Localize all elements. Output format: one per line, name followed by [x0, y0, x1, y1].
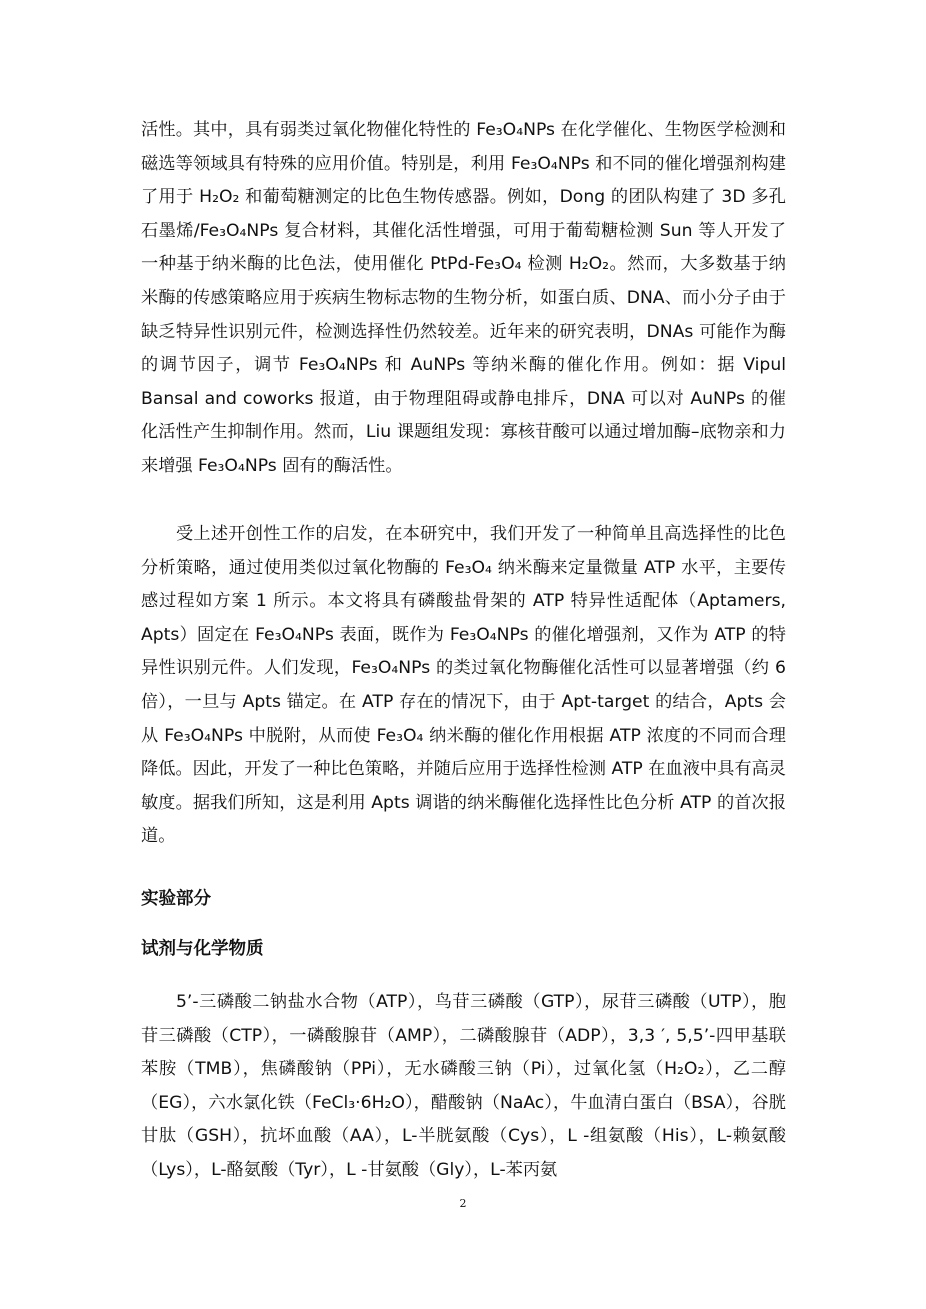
page-number: 2 [459, 1197, 467, 1210]
body-paragraph-2: 受上述开创性工作的启发，在本研究中，我们开发了一种简单且高选择性的比色分析策略，通过使用类似过氧化物酶的 Fe₃O₄ 纳米酶来定量微量 ATP 水平，主要传感过程如方案 1 所示。本文将具有磷酸盐骨架的 ATP 特异性适配体（Aptamers, Apts）固定在 Fe₃O₄NPs 表面，既作为 Fe₃O₄NPs 的催化增强剂，又作为 ATP 的特异性识别元件。人们发现，Fe₃O₄NPs 的类过氧化物酶催化活性可以显著增强（约 6 倍），一旦与 Apts 锚定。在 ATP 存在的情况下，由于 Apt-target 的结合，Apts 会从 Fe₃O₄NPs 中脱附，从而使 Fe₃O₄ 纳米酶的催化作用根据 ATP 浓度的不同而合理降低。因此，开发了一种比色策略，并随后应用于选择性检测 ATP 在血液中具有高灵敏度。据我们所知，这是利用 Apts 调谐的纳米酶催化选择性比色分析 ATP 的首次报道。 [141, 524, 786, 847]
section-heading: 实验部分 [141, 889, 211, 909]
body-paragraph-1: 活性。其中，具有弱类过氧化物催化特性的 Fe₃O₄NPs 在化学催化、生物医学检测和磁选等领域具有特殊的应用价值。特别是，利用 Fe₃O₄NPs 和不同的催化增强剂构建了用于 H₂O₂ 和葡萄糖测定的比色生物传感器。例如，Dong 的团队构建了 3D 多孔石墨烯/Fe₃O₄NPs 复合材料，其催化活性增强，可用于葡萄糖检测 Sun 等人开发了一种基于纳米酶的比色法，使用催化 PtPd-Fe₃O₄ 检测 H₂O₂。然而，大多数基于纳米酶的传感策略应用于疾病生物标志物的生物分析，如蛋白质、DNA、而小分子由于缺乏特异性识别元件，检测选择性仍然较差。近年来的研究表明，DNAs 可能作为酶的调节因子，调节 Fe₃O₄NPs 和 AuNPs 等纳米酶的催化作用。例如：据 Vipul Bansal and coworks 报道，由于物理阻碍或静电排斥，DNA 可以对 AuNPs 的催化活性产生抑制作用。然而，Liu 课题组发现：寡核苷酸可以通过增加酶–底物亲和力来增强 Fe₃O₄NPs 固有的酶活性。 [141, 120, 786, 476]
body-paragraph-3: 5’-三磷酸二钠盐水合物（ATP），鸟苷三磷酸（GTP），尿苷三磷酸（UTP），胞苷三磷酸（CTP），一磷酸腺苷（AMP），二磷酸腺苷（ADP），3,3 ′, 5,5’-四甲基联苯胺（TMB），焦磷酸钠（PPi），无水磷酸三钠（Pi），过氧化氢（H₂O₂），乙二醇（EG），六水氯化铁（FeCl₃·6H₂O），醋酸钠（NaAc），牛血清白蛋白（BSA），谷胱甘肽（GSH），抗坏血酸（AA），L-半胱氨酸（Cys），L -组氨酸（His），L-赖氨酸（Lys），L-酪氨酸（Tyr），L -甘氨酸（Gly），L-苯丙氨 [141, 992, 786, 1180]
subsection-heading: 试剂与化学物质 [141, 939, 264, 959]
